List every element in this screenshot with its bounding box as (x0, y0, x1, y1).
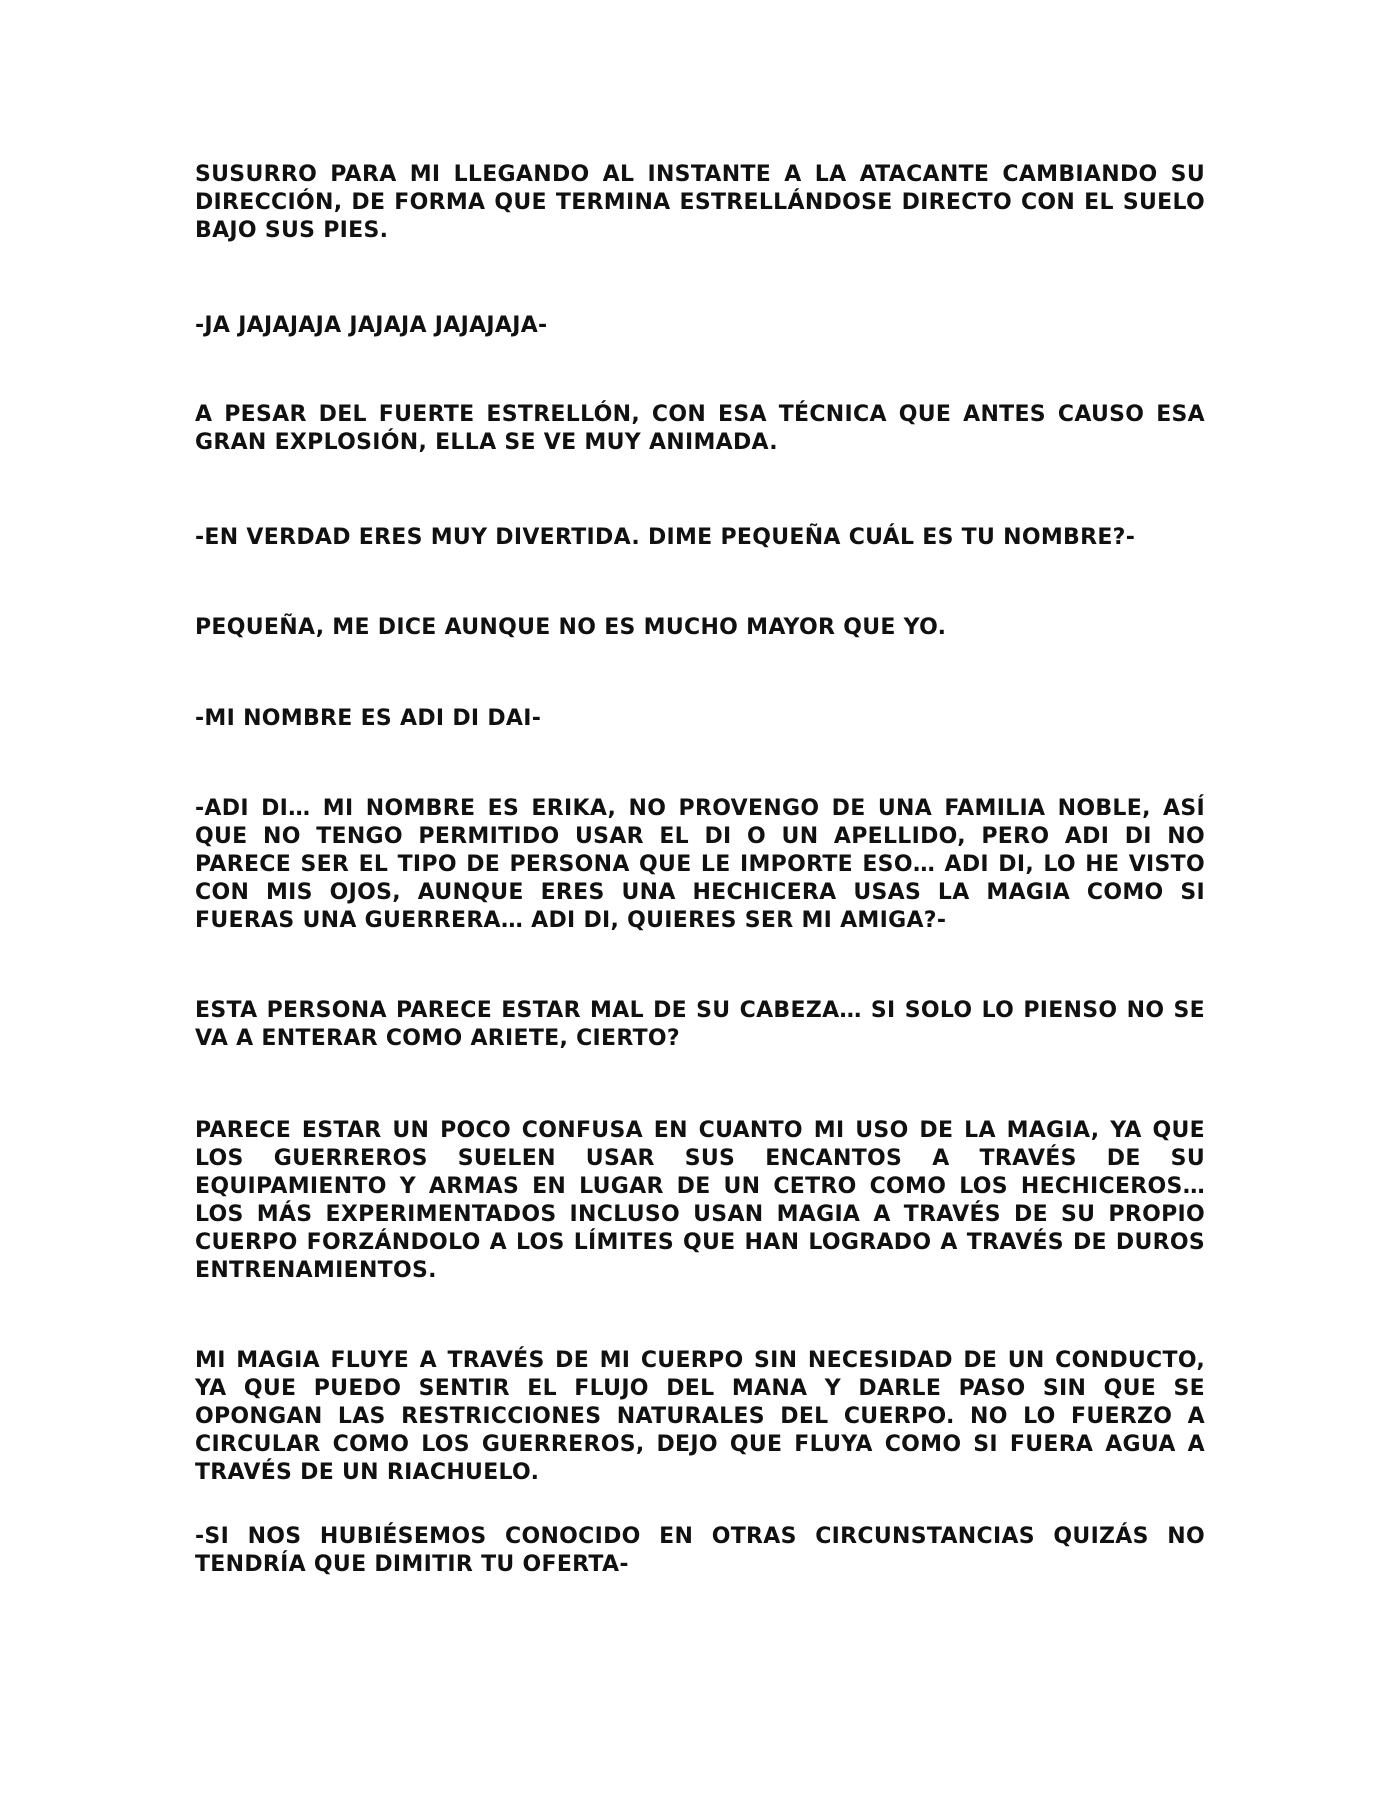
paragraph-4: -EN VERDAD ERES MUY DIVERTIDA. DIME PEQUEÑA CUÁL ES TU NOMBRE?- (195, 525, 1136, 550)
paragraph-9: PARECE ESTAR UN POCO CONFUSA EN CUANTO MI USO DE LA MAGIA, YA QUE LOS GUERREROS SUELEN USAR SUS ENCANTOS A TRAVÉS DE SU EQUIPAMIENTO Y ARMAS EN LUGAR DE UN CETRO COMO LOS HECHICEROS… LOS MÁS EXPERIMENTADOS INCLUSO USAN MAGIA A TRAVÉS DE SU PROPIO CUERPO FORZÁNDOLO A LOS LÍMITES QUE HAN LOGRADO A TRAVÉS DE DUROS ENTRENAMIENTOS. (195, 1118, 1205, 1283)
paragraph-1: SUSURRO PARA MI LLEGANDO AL INSTANTE A LA ATACANTE CAMBIANDO SU DIRECCIÓN, DE FORMA QUE TERMINA ESTRELLÁNDOSE DIRECTO CON EL SUELO BAJO SUS PIES. (195, 162, 1205, 243)
paragraph-7: -ADI DI… MI NOMBRE ES ERIKA, NO PROVENGO DE UNA FAMILIA NOBLE, ASÍ QUE NO TENGO PERMITIDO USAR EL DI O UN APELLIDO, PERO ADI DI NO PARECE SER EL TIPO DE PERSONA QUE LE IMPORTE ESO… ADI DI, LO HE VISTO CON MIS OJOS, AUNQUE ERES UNA HECHICERA USAS LA MAGIA COMO SI FUERAS UNA GUERRERA… ADI DI, QUIERES SER MI AMIGA?- (195, 796, 1205, 933)
paragraph-6: -MI NOMBRE ES ADI DI DAI- (195, 706, 542, 731)
paragraph-2: -JA JAJAJAJA JAJAJA JAJAJAJA- (195, 313, 548, 338)
paragraph-11: -SI NOS HUBIÉSEMOS CONOCIDO EN OTRAS CIRCUNSTANCIAS QUIZÁS NO TENDRÍA QUE DIMITIR TU OFERTA- (195, 1524, 1205, 1577)
paragraph-8: ESTA PERSONA PARECE ESTAR MAL DE SU CABEZA… SI SOLO LO PIENSO NO SE VA A ENTERAR COMO ARIETE, CIERTO? (195, 998, 1205, 1051)
paragraph-10: MI MAGIA FLUYE A TRAVÉS DE MI CUERPO SIN NECESIDAD DE UN CONDUCTO, YA QUE PUEDO SENTIR EL FLUJO DEL MANA Y DARLE PASO SIN QUE SE OPONGAN LAS RESTRICCIONES NATURALES DEL CUERPO. NO LO FUERZO A CIRCULAR COMO LOS GUERREROS, DEJO QUE FLUYA COMO SI FUERA AGUA A TRAVÉS DE UN RIACHUELO. (195, 1348, 1205, 1485)
paragraph-3: A PESAR DEL FUERTE ESTRELLÓN, CON ESA TÉCNICA QUE ANTES CAUSO ESA GRAN EXPLOSIÓN, ELLA SE VE MUY ANIMADA. (195, 402, 1205, 455)
paragraph-5: PEQUEÑA, ME DICE AUNQUE NO ES MUCHO MAYOR QUE YO. (195, 615, 947, 640)
